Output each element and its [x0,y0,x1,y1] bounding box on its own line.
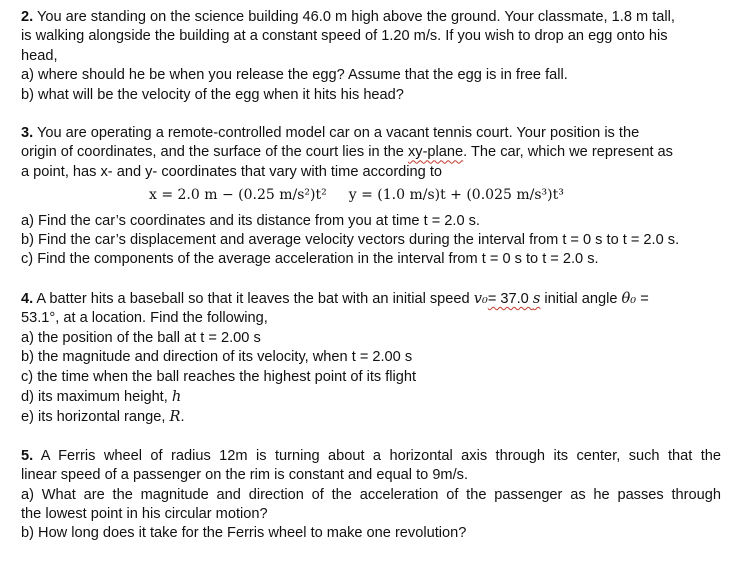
problem-sheet [21,8,721,544]
problem-4-line-2: 53.1°, at a location. Find the following, [21,310,268,327]
problem-5-line-4: the lowest point in his circular motion? [21,505,268,522]
problem-3-line-2: origin of coordinates, and the surface of the court lies in the xy-plane. The car, which we represent as [21,144,673,161]
problem-number: 4. [21,290,34,307]
problem-2 [21,8,721,105]
problem-4-part-e: e) its horizontal range, R. [21,408,185,426]
r-symbol: R [169,408,181,426]
problem-5-line-2: linear speed of a passenger on the rim is constant and equal to 9m/s. [21,467,468,484]
problem-4-part-b: b) the magnitude and direction of its velocity, when t = 2.00 s [21,349,413,366]
problem-4-part-c: c) the time when the ball reaches the highest point of its flight [21,368,417,385]
problem-2-part-a: a) where should he be when you release the egg? Assume that the egg is in free fall. [21,67,568,84]
motion-equations [21,186,721,205]
problem-2-line-2: is walking alongside the building at a constant speed of 1.20 m/s. If you wish to drop an egg onto his [21,28,668,45]
speed-value: = 37.0 s [487,289,541,307]
problem-3-line-1: 3. You are operating a remote-controlled model car on a vacant tennis court. Your position is the [21,125,640,142]
problem-5-line-1: 5. A Ferris wheel of radius 12m is turning about a horizontal axis through its center, such that the [21,447,722,464]
problem-5-part-a: a) What are the magnitude and direction of the acceleration of the passenger as he passes through [21,486,721,503]
problem-5 [21,447,721,544]
problem-3 [21,124,721,270]
problem-4-line-1: 4. A batter hits a baseball so that it leaves the bat with an initial speed v₀= 37.0 s initial angle θ₀ = [21,289,649,307]
problem-2-line-3: head, [21,47,58,64]
problem-2-part-b: b) what will be the velocity of the egg when it hits his head? [21,86,404,103]
problem-3-part-a: a) Find the car’s coordinates and its distance from you at time t = 2.0 s. [21,212,480,229]
equation-y: y = (1.0 m/s)t + (0.025 m/s³)t³ [348,187,564,204]
theta0-symbol: θ₀ [621,289,637,307]
equation-x: x = 2.0 m − (0.25 m/s²)t² [149,187,327,204]
spellcheck-word: xy-plane [407,144,464,161]
problem-4-part-a: a) the position of the ball at t = 2.00 s [21,329,261,346]
problem-3-part-c: c) Find the components of the average acceleration in the interval from t = 0 s to t = 2.0 s. [21,251,599,268]
problem-number: 3. [21,125,34,142]
problem-number: 2. [21,9,34,25]
problem-4 [21,289,721,428]
problem-number: 5. [21,447,34,464]
problem-2-line-1: 2. You are standing on the science building 46.0 m high above the ground. Your classmate, 1.8 m tall, [21,9,675,25]
problem-3-part-b: b) Find the car’s displacement and average velocity vectors during the interval from t = 0 s to t = 2.0 s. [21,232,680,249]
h-symbol: h [171,387,182,405]
problem-4-part-d: d) its maximum height, h [21,387,182,405]
problem-5-part-b: b) How long does it take for the Ferris wheel to make one revolution? [21,525,467,542]
v0-symbol: v₀ [473,289,488,307]
problem-3-line-3: a point, has x- and y- coordinates that vary with time according to [21,163,442,180]
